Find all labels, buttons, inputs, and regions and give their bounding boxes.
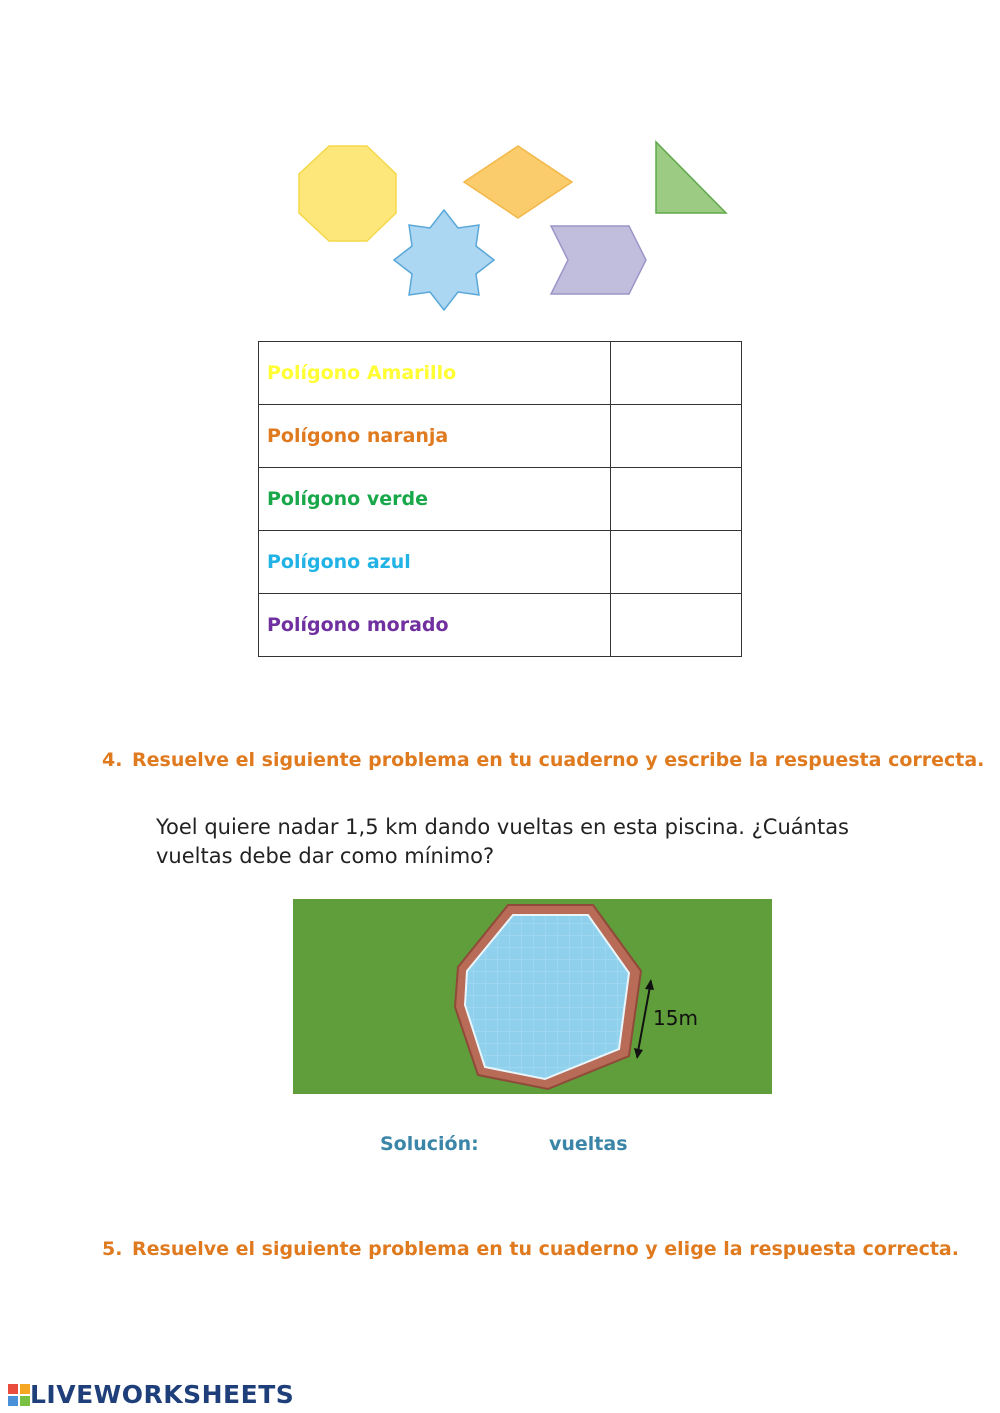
solution-input[interactable] — [474, 1129, 548, 1161]
table-row — [259, 468, 742, 531]
polygon-table — [258, 341, 742, 657]
logo-icon — [8, 1384, 30, 1406]
answer-cell[interactable] — [611, 594, 742, 657]
table-row — [259, 405, 742, 468]
row-label-orange: Polígono naranja — [259, 405, 611, 468]
answer-cell[interactable] — [611, 405, 742, 468]
footer-logo — [8, 1380, 294, 1409]
row-label-blue: Polígono azul — [259, 531, 611, 594]
question-4 — [102, 749, 984, 771]
green-triangle — [656, 142, 726, 213]
solution-unit: vueltas — [549, 1133, 628, 1155]
side-label: 15m — [653, 1006, 698, 1030]
row-label-yellow: Polígono Amarillo — [259, 342, 611, 405]
answer-input-blue[interactable] — [611, 532, 741, 592]
answer-input-purple[interactable] — [611, 595, 741, 655]
answer-cell[interactable] — [611, 531, 742, 594]
row-label-purple: Polígono morado — [259, 594, 611, 657]
answer-cell[interactable] — [611, 342, 742, 405]
table-row — [259, 342, 742, 405]
problem-line: Yoel quiere nadar 1,5 km dando vueltas en esta piscina. ¿Cuántas — [156, 815, 849, 839]
answer-input-yellow[interactable] — [611, 343, 741, 403]
brand-name: LIVEWORKSHEETS — [30, 1380, 295, 1409]
answer-cell[interactable] — [611, 468, 742, 531]
solution-label: Solución: — [380, 1133, 479, 1155]
row-label-green: Polígono verde — [259, 468, 611, 531]
problem-line: vueltas debe dar como mínimo? — [156, 844, 495, 868]
answer-input-orange[interactable] — [611, 406, 741, 466]
pool-illustration — [293, 899, 772, 1094]
orange-rhombus — [464, 146, 572, 218]
table-row — [259, 531, 742, 594]
problem-statement — [156, 813, 856, 871]
table-row — [259, 594, 742, 657]
answer-input-green[interactable] — [611, 469, 741, 529]
question-text: Resuelve el siguiente problema en tu cuaderno y escribe la respuesta correcta. — [132, 749, 985, 771]
question-5 — [102, 1238, 959, 1260]
question-number: 4. — [102, 749, 123, 771]
question-number: 5. — [102, 1238, 123, 1260]
purple-chevron — [551, 226, 646, 294]
question-text: Resuelve el siguiente problema en tu cuaderno y elige la respuesta correcta. — [132, 1238, 959, 1260]
polygons-illustration — [0, 0, 1000, 330]
blue-star — [394, 210, 494, 310]
yellow-octagon — [299, 146, 396, 241]
